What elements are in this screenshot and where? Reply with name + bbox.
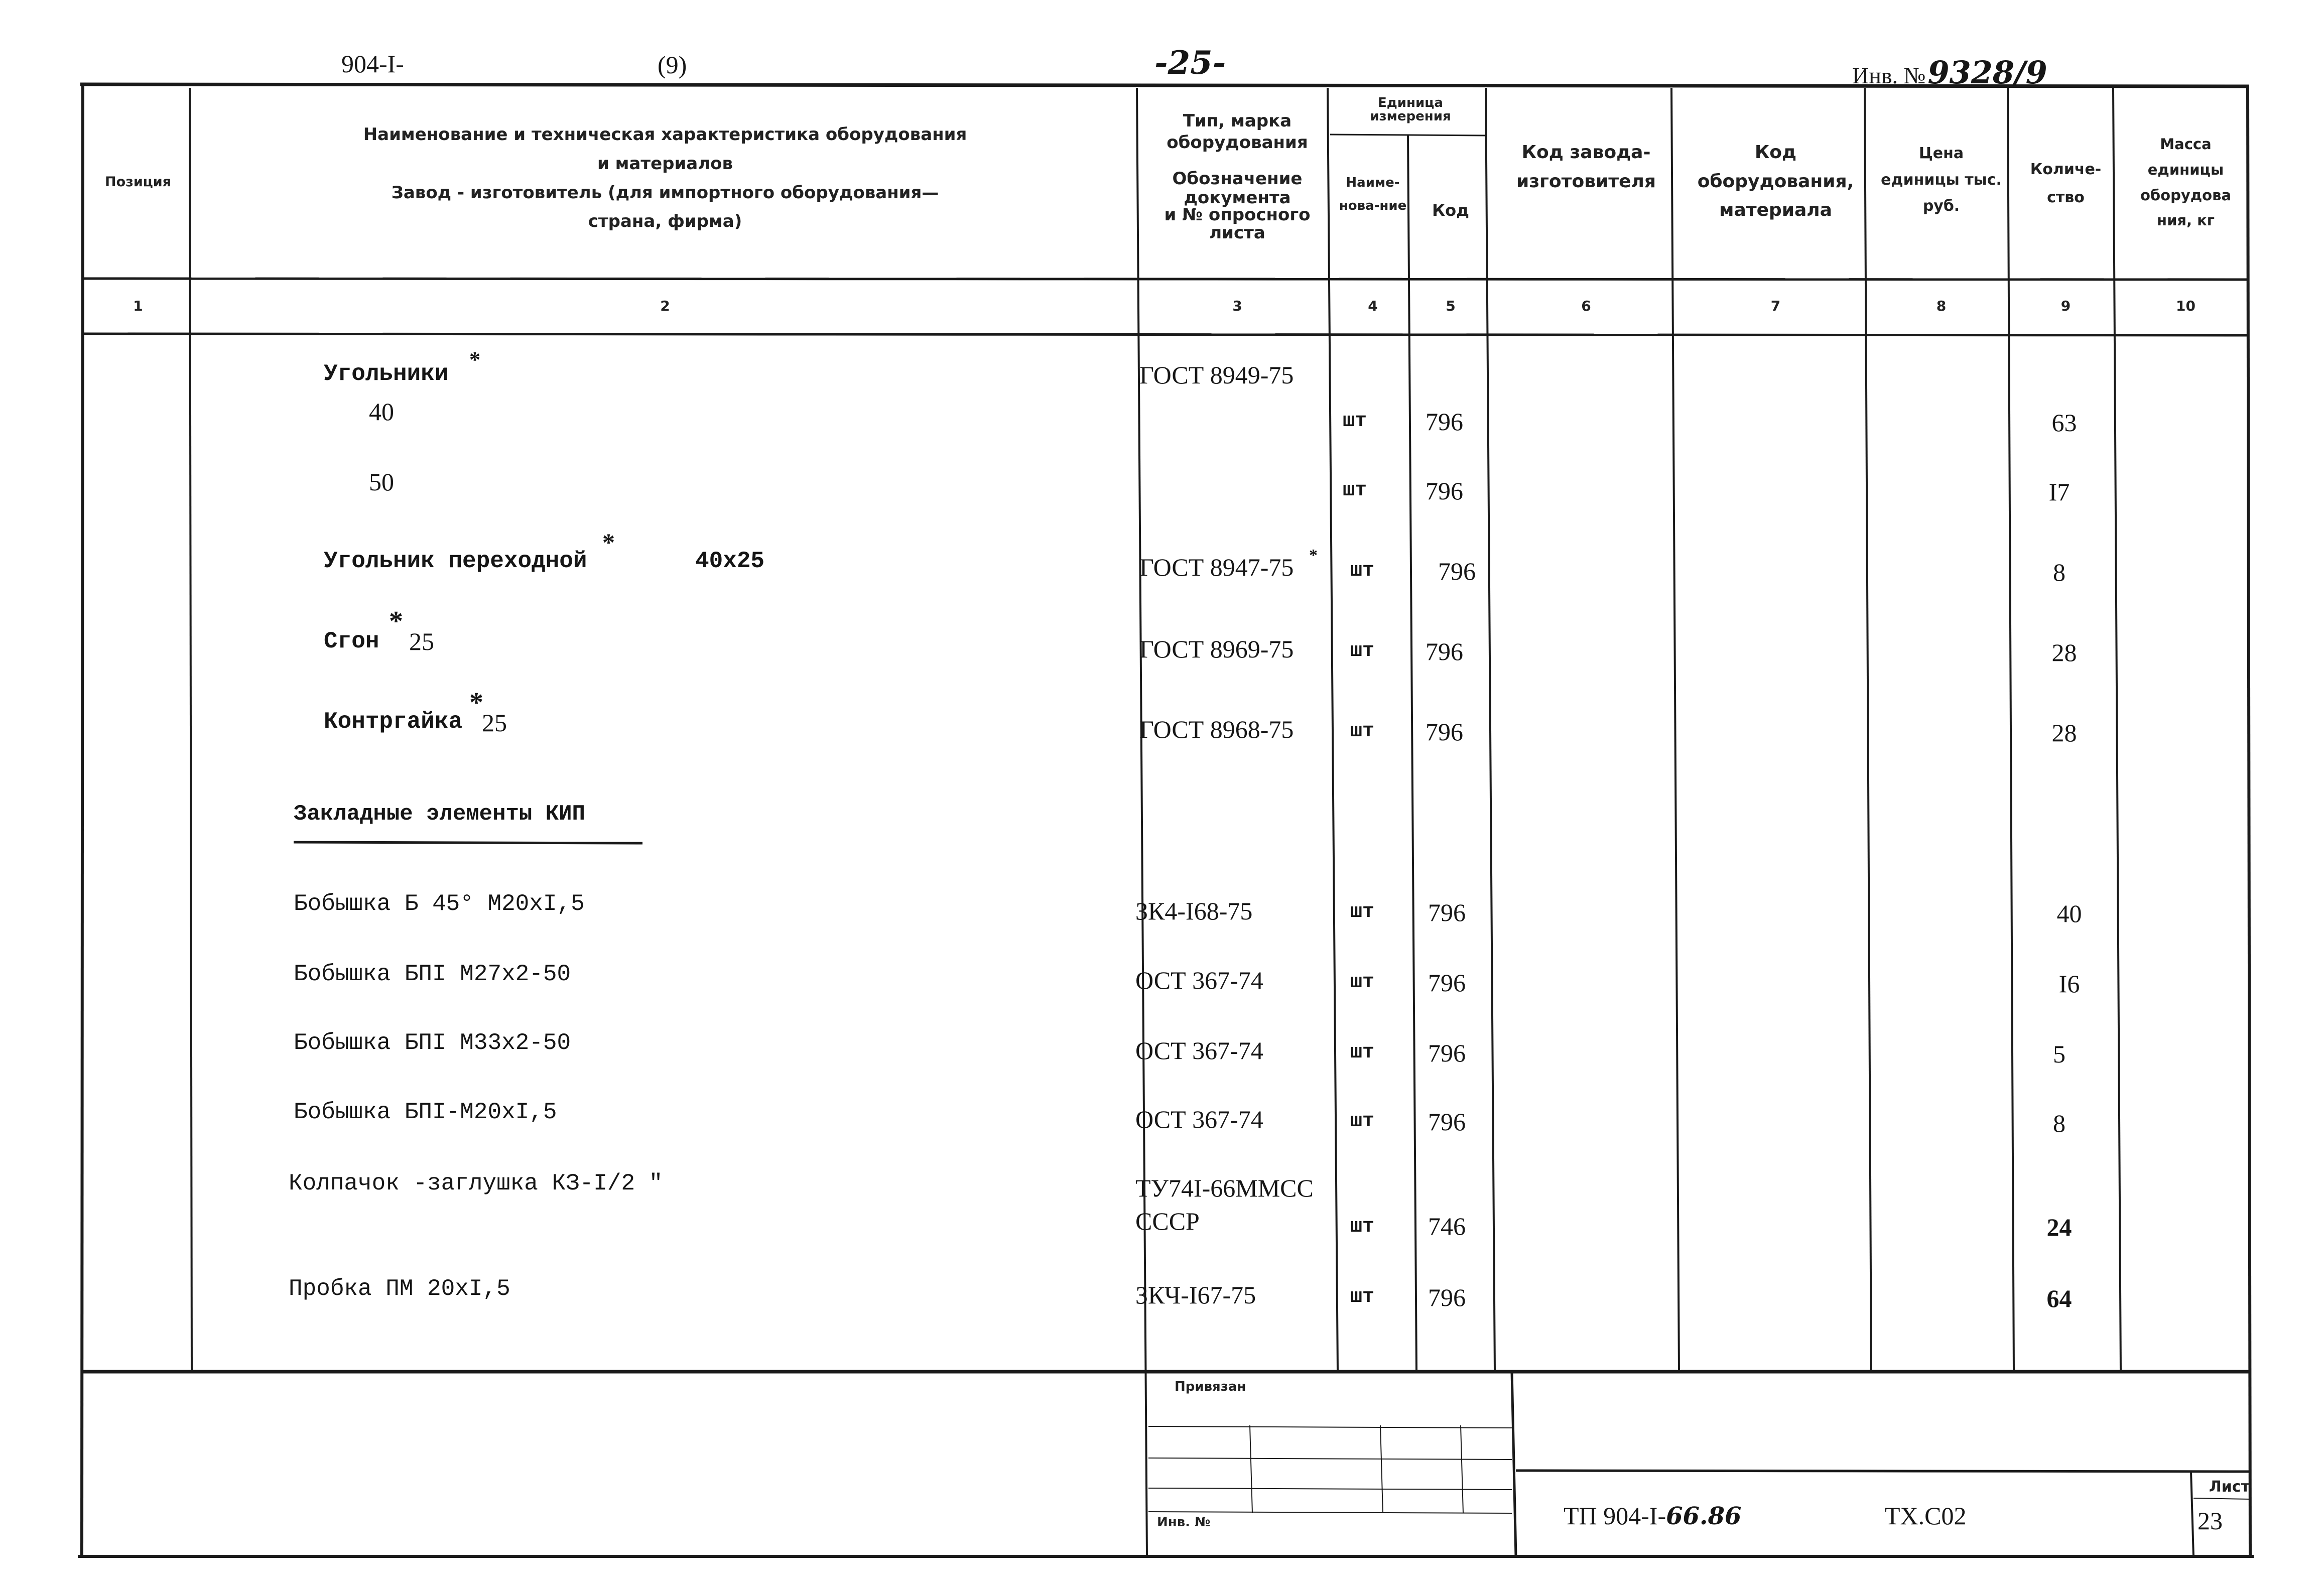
table-row-doc-line1: ТУ74I-66ММСС [1135,1174,1314,1202]
table-row-name: Пробка ПМ 20хI,5 [289,1276,510,1302]
col-type-line4: документа [1184,187,1291,208]
col-number-6: 6 [1581,298,1591,314]
col-name-line1: Наименование и техническая характеристика оборудования [363,124,967,145]
col-type-line2: оборудования [1167,132,1308,153]
col-number-2: 2 [660,298,670,314]
col-type-line6: листа [1209,223,1265,243]
table-row-unit: шт [1350,1286,1375,1308]
table-row-unit: шт [1350,901,1375,923]
col-type-line1: Тип, марка [1183,111,1292,131]
row-doc-star: * [1309,546,1318,565]
col-number-8: 8 [1936,298,1947,314]
table-row-doc: ЗКЧ-I67-75 [1135,1281,1256,1309]
table-row-unit: шт [1343,410,1367,433]
table-row-doc: ОСТ 367-74 [1135,966,1263,994]
col-number-7: 7 [1770,298,1781,314]
col-name-line4: страна, фирма) [588,211,742,232]
table-row-name: Бобышка БПI М33х2-50 [294,1030,571,1056]
col-plant-code-header: Код завода-изготовителя [1516,142,1656,192]
table-row-size: 40х25 [695,548,765,574]
page-number: -25- [1154,44,1226,82]
section-heading: Закладные элементы КИП [294,802,585,827]
table-row-doc: ЗК4-I68-75 [1135,897,1253,925]
table-row-name: Бобышка БПI-М20хI,5 [294,1099,557,1125]
row-star: * [469,347,480,372]
table-row-doc: ОСТ 367-74 [1135,1036,1263,1065]
table-row-unit: шт [1350,720,1375,743]
stamp-attached-label: Привязан [1175,1379,1246,1394]
table-row-qty: 40 [2056,899,2082,928]
col-number-10: 10 [2176,298,2196,314]
drawing-code: ТХ.С02 [1885,1502,1967,1530]
table-row-name: Контргайка [324,709,463,735]
table-row-code: 796 [1428,1039,1466,1067]
col-number-3: 3 [1232,298,1242,314]
table-row-code: 796 [1426,637,1463,666]
table-row-name: 40 [369,398,394,426]
project-prefix: ТП 904-I- [1564,1502,1666,1530]
table-row-name: 50 [369,468,394,496]
col-position-header: Позиция [104,174,172,190]
col-equipment-code-header: Код оборудования, материала [1697,142,1854,221]
col-type-line3: Обозначение [1172,169,1303,189]
table-row-code: 796 [1428,1283,1466,1311]
table-row-unit: шт [1343,479,1367,502]
table-row-qty: 63 [2051,409,2077,437]
sheet-mark: (9) [658,51,687,79]
table-row-code: 796 [1428,969,1466,997]
table-row-code: 796 [1426,718,1463,746]
inventory-number: 9328/9 [1927,54,2047,91]
table-row-qty: 8 [2053,1109,2065,1137]
unit-group-header: Единица измерения [1370,95,1451,124]
table-row-size: 25 [482,709,507,737]
row-star: * [389,606,403,637]
inventory-stamp [1852,54,2047,91]
table-row-name: Сгон [324,628,379,654]
table-row-name: Угольники [324,361,449,387]
row-star: * [602,528,615,556]
row-star: * [469,687,483,718]
col-mass-header: Масса единицы оборудова ния, кг [2140,136,2232,229]
col-number-9: 9 [2060,298,2071,314]
table-row-code: 796 [1426,408,1463,436]
project-code [1564,1503,1741,1528]
table-row-qty: I6 [2058,970,2080,998]
table-row-unit: шт [1350,640,1375,663]
series-code: 904-I- [341,50,404,78]
col-quantity-header: Количе-ство [2030,161,2102,206]
table-row-unit: шт [1350,1110,1375,1133]
table-row-code: 796 [1428,1108,1466,1136]
table-row-unit: шт [1350,1216,1375,1238]
col-type-line5: и № опросного [1164,204,1311,225]
table-row-doc: ГОСТ 8947-75 [1139,553,1294,581]
col-name-line3: Завод - изготовитель (для импортного оборудования— [391,182,939,203]
stamp-inv-label: Инв. № [1157,1515,1211,1530]
table-row-qty: 28 [2051,719,2077,747]
col-number-4: 4 [1368,298,1378,314]
table-row-doc: ГОСТ 8968-75 [1139,715,1294,743]
table-row-name: Колпачок -заглушка КЗ-I/2 " [289,1170,663,1197]
table-row-unit: шт [1350,971,1375,994]
table-row-doc-line2: СССР [1135,1207,1200,1235]
table-row-name: Бобышка БПI М27х2-50 [294,961,571,987]
col-number-5: 5 [1446,298,1456,314]
table-row-doc: ОСТ 367-74 [1135,1105,1263,1133]
inventory-label: Инв. № [1852,63,1926,88]
table-row-size: 25 [409,627,434,655]
table-row-doc: ГОСТ 8949-75 [1139,361,1294,389]
table-row-name: Бобышка Б 45° М20хI,5 [294,891,585,917]
col-name-header [193,120,1137,236]
table-row-unit: шт [1350,560,1375,582]
table-row-qty: 28 [2051,638,2077,667]
table-row-code: 796 [1428,898,1466,926]
table-row-name: Угольник переходной [324,548,587,574]
col-unit-name-header: Наиме-нова-ние [1339,175,1407,213]
table-row-code: 796 [1438,557,1476,585]
table-row-code: 746 [1428,1212,1466,1240]
project-hand-number: 66.86 [1666,1502,1742,1530]
table-row-doc: ГОСТ 8969-75 [1139,635,1294,663]
table-row-code: 796 [1426,477,1463,505]
table-row-qty: 5 [2053,1040,2065,1068]
table-row-qty: 24 [2046,1213,2072,1241]
col-name-line2: и материалов [597,153,733,174]
table-row-unit: шт [1350,1041,1375,1064]
col-unit-code-header: Код [1432,201,1469,220]
sheet-label: Лист [2209,1478,2250,1496]
table-row-qty: 8 [2053,558,2065,586]
table-row-qty: 64 [2046,1284,2072,1312]
col-number-1: 1 [133,298,143,314]
col-price-header: Цена единицы тыс. руб. [1881,145,2002,215]
col-type-header [1144,110,1330,241]
sheet-number: 23 [2198,1507,2223,1535]
table-row-qty: I7 [2048,478,2070,506]
